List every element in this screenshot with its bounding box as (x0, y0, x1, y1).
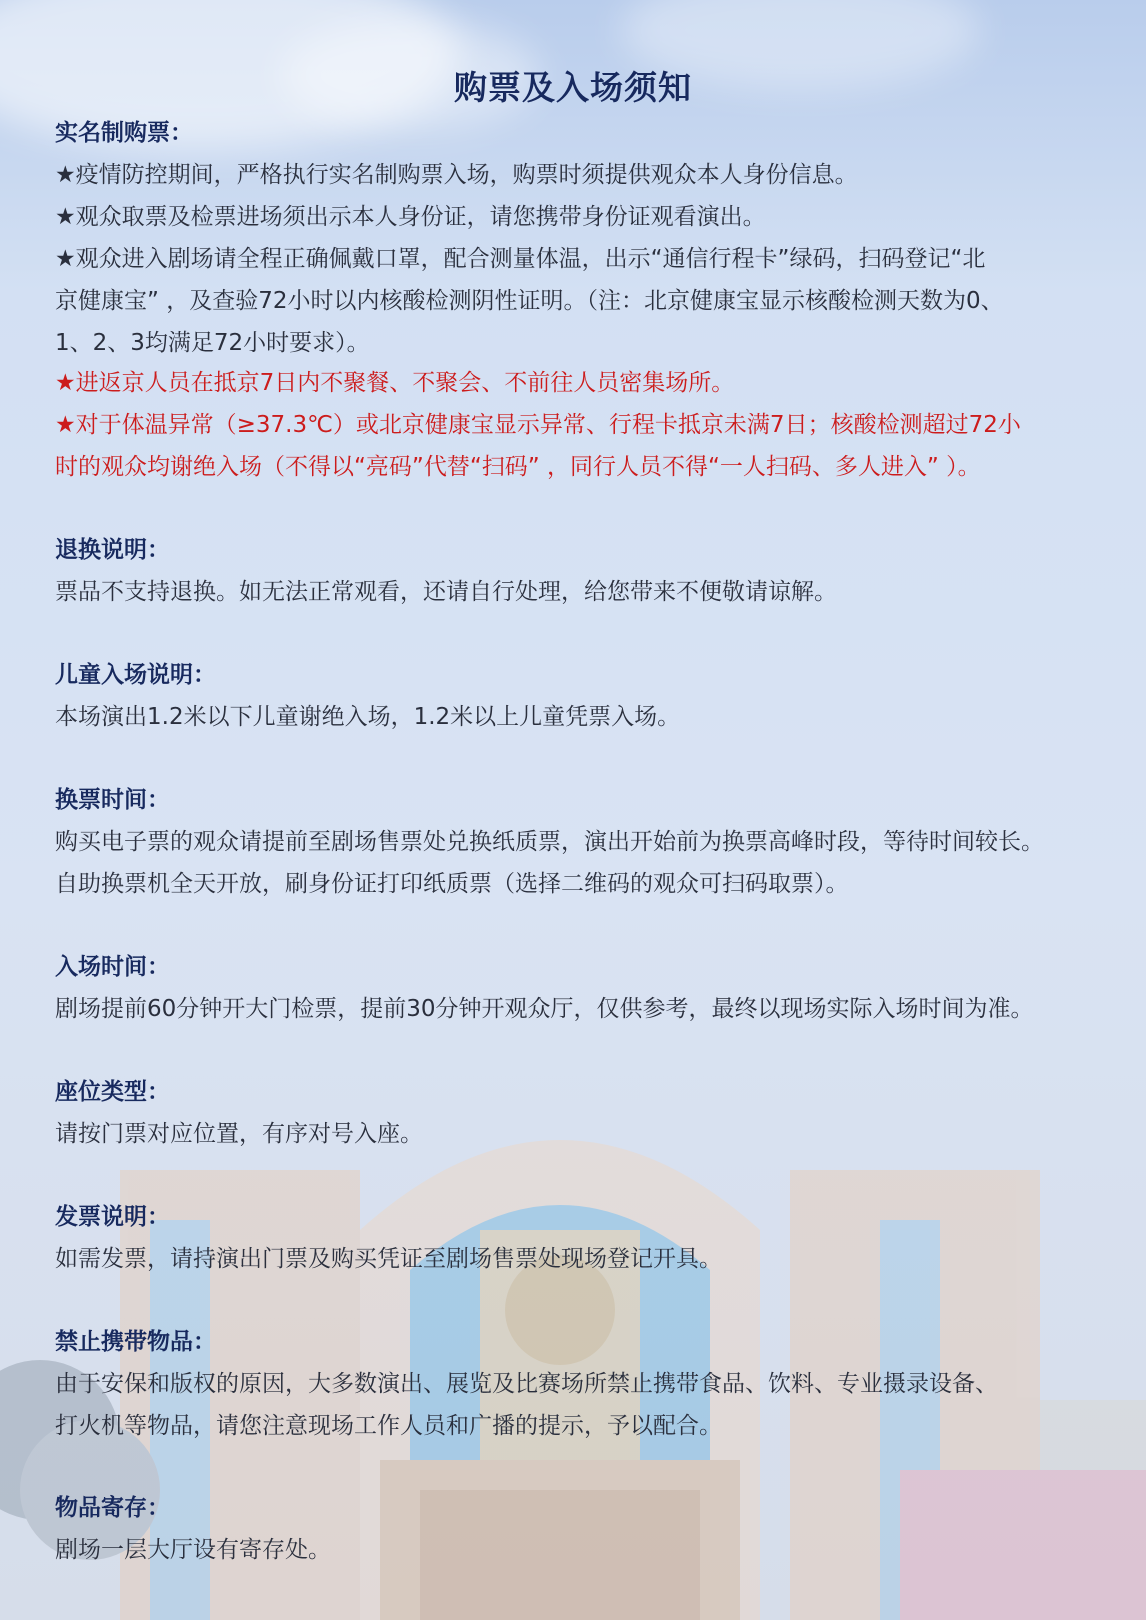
section-heading: 实名制购票： (55, 120, 193, 146)
warning-line: ★对于体温异常（≥37.3℃）或北京健康宝显示异常、行程卡抵京未满7日；核酸检测超过72小 (55, 412, 1021, 438)
section-heading: 入场时间： (55, 954, 170, 980)
notice-line: 剧场提前60分钟开大门检票，提前30分钟开观众厅，仅供参考，最终以现场实际入场时间为准。 (55, 996, 1034, 1022)
section-heading: 儿童入场说明： (55, 662, 216, 688)
notice-line: 京健康宝” ，及查验72小时以内核酸检测阴性证明。（注：北京健康宝显示核酸检测天数为0、 (55, 288, 1004, 314)
page-title: 购票及入场须知 (454, 68, 692, 107)
notice-line: 剧场一层大厅设有寄存处。 (55, 1537, 331, 1563)
notice-line: 打火机等物品，请您注意现场工作人员和广播的提示，予以配合。 (55, 1413, 722, 1439)
notice-line: 请按门票对应位置，有序对号入座。 (55, 1121, 423, 1147)
notice-line: 如需发票，请持演出门票及购买凭证至剧场售票处现场登记开具。 (55, 1246, 722, 1272)
warning-line: 时的观众均谢绝入场（不得以“亮码”代替“扫码” ，同行人员不得“一人扫码、多人进入” ）。 (55, 454, 981, 480)
notice-line: 购买电子票的观众请提前至剧场售票处兑换纸质票，演出开始前为换票高峰时段，等待时间较长。 (55, 829, 1044, 855)
notice-line: ★观众进入剧场请全程正确佩戴口罩，配合测量体温，出示“通信行程卡”绿码，扫码登记“北 (55, 246, 986, 272)
section-heading: 物品寄存： (55, 1495, 170, 1521)
section-heading: 换票时间： (55, 787, 170, 813)
section-heading: 座位类型： (55, 1079, 170, 1105)
notice-line: 自助换票机全天开放，刷身份证打印纸质票（选择二维码的观众可扫码取票）。 (55, 871, 849, 897)
notice-line: 1、2、3均满足72小时要求）。 (55, 330, 370, 356)
section-heading: 退换说明： (55, 537, 170, 563)
notice-line: 由于安保和版权的原因，大多数演出、展览及比赛场所禁止携带食品、饮料、专业摄录设备、 (55, 1371, 998, 1397)
section-heading: 发票说明： (55, 1204, 170, 1230)
notice-line: 票品不支持退换。如无法正常观看，还请自行处理，给您带来不便敬请谅解。 (55, 579, 837, 605)
section-heading: 禁止携带物品： (55, 1329, 216, 1355)
notice-line: ★疫情防控期间，严格执行实名制购票入场，购票时须提供观众本人身份信息。 (55, 162, 858, 188)
notice-line: ★观众取票及检票进场须出示本人身份证，请您携带身份证观看演出。 (55, 204, 766, 230)
warning-line: ★进返京人员在抵京7日内不聚餐、不聚会、不前往人员密集场所。 (55, 370, 735, 396)
notice-line: 本场演出1.2米以下儿童谢绝入场，1.2米以上儿童凭票入场。 (55, 704, 681, 730)
